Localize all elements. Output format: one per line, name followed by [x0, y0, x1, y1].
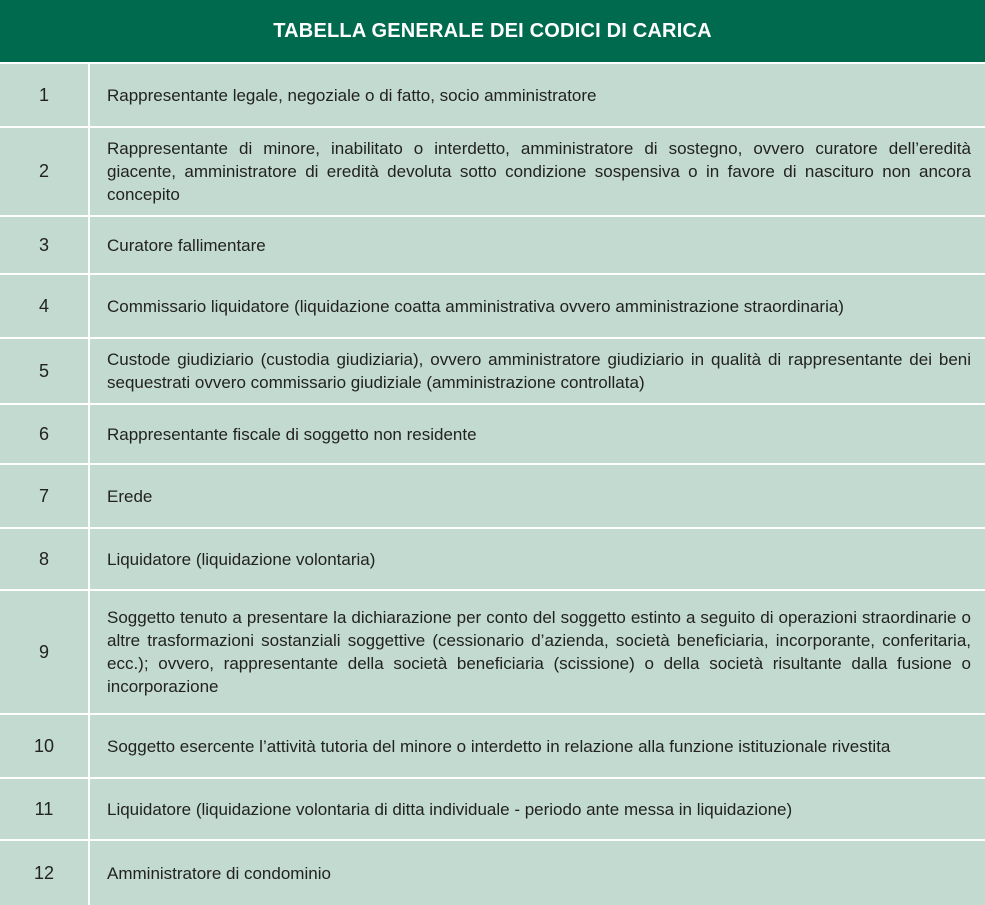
table-row: [0, 465, 985, 527]
code-cell: 7: [0, 465, 90, 527]
code-cell: 3: [0, 217, 90, 273]
table-title: TABELLA GENERALE DEI CODICI DI CARICA: [0, 0, 985, 62]
code-cell: 9: [0, 591, 90, 713]
table-row: [0, 591, 985, 713]
description-cell: Rappresentante fiscale di soggetto non residente: [107, 424, 477, 444]
description-cell: Custode giudiziario (custodia giudiziaria), ovvero amministratore giudiziario in qualità di rappresentante dei beni sequestrati ovvero commissario giudiziale (amministrazione controllata): [107, 350, 971, 392]
description-cell: Curatore fallimentare: [107, 235, 266, 255]
code-cell: 8: [0, 529, 90, 589]
code-cell: 11: [0, 779, 90, 839]
code-cell: 4: [0, 275, 90, 337]
code-cell: 10: [0, 715, 90, 777]
table-row: [0, 529, 985, 589]
code-cell: 2: [0, 128, 90, 215]
table-row: [0, 779, 985, 839]
table-row: [0, 217, 985, 273]
code-cell: 1: [0, 64, 90, 126]
table-row: [0, 841, 985, 905]
description-cell: Liquidatore (liquidazione volontaria di ditta individuale - periodo ante messa in liquidazione): [107, 799, 793, 819]
description-cell: Liquidatore (liquidazione volontaria): [107, 549, 376, 569]
description-cell: Erede: [107, 486, 153, 506]
description-cell: Commissario liquidatore (liquidazione coatta amministrativa ovvero amministrazione straordinaria): [107, 296, 844, 316]
description-cell: Soggetto tenuto a presentare la dichiarazione per conto del soggetto estinto a seguito di operazioni straordinarie o altre trasformazioni sostanziali soggettive (cessionario d’azienda, società beneficiaria, incorporante, conferitaria, ecc.); ovvero, rappresentante della società beneficiaria (scissione) o della società risultante dalla fusione o incorporazione: [107, 608, 971, 696]
table-row: [0, 405, 985, 463]
description-cell: Amministratore di condominio: [107, 863, 331, 883]
table-row: [0, 715, 985, 777]
description-cell: Soggetto esercente l’attività tutoria del minore o interdetto in relazione alla funzione istituzionale rivestita: [107, 736, 891, 756]
description-cell: Rappresentante legale, negoziale o di fatto, socio amministratore: [107, 85, 597, 105]
table-row: [0, 64, 985, 126]
table-row: [0, 275, 985, 337]
table-row: [0, 128, 985, 215]
description-cell: Rappresentante di minore, inabilitato o interdetto, amministratore di sostegno, ovvero curatore dell’eredità giacente, amministratore di eredità devoluta sotto condizione sospensiva o in favore di nascituro non ancora concepito: [107, 139, 971, 204]
code-cell: 5: [0, 339, 90, 403]
code-cell: 12: [0, 841, 90, 905]
code-cell: 6: [0, 405, 90, 463]
table-row: [0, 339, 985, 403]
